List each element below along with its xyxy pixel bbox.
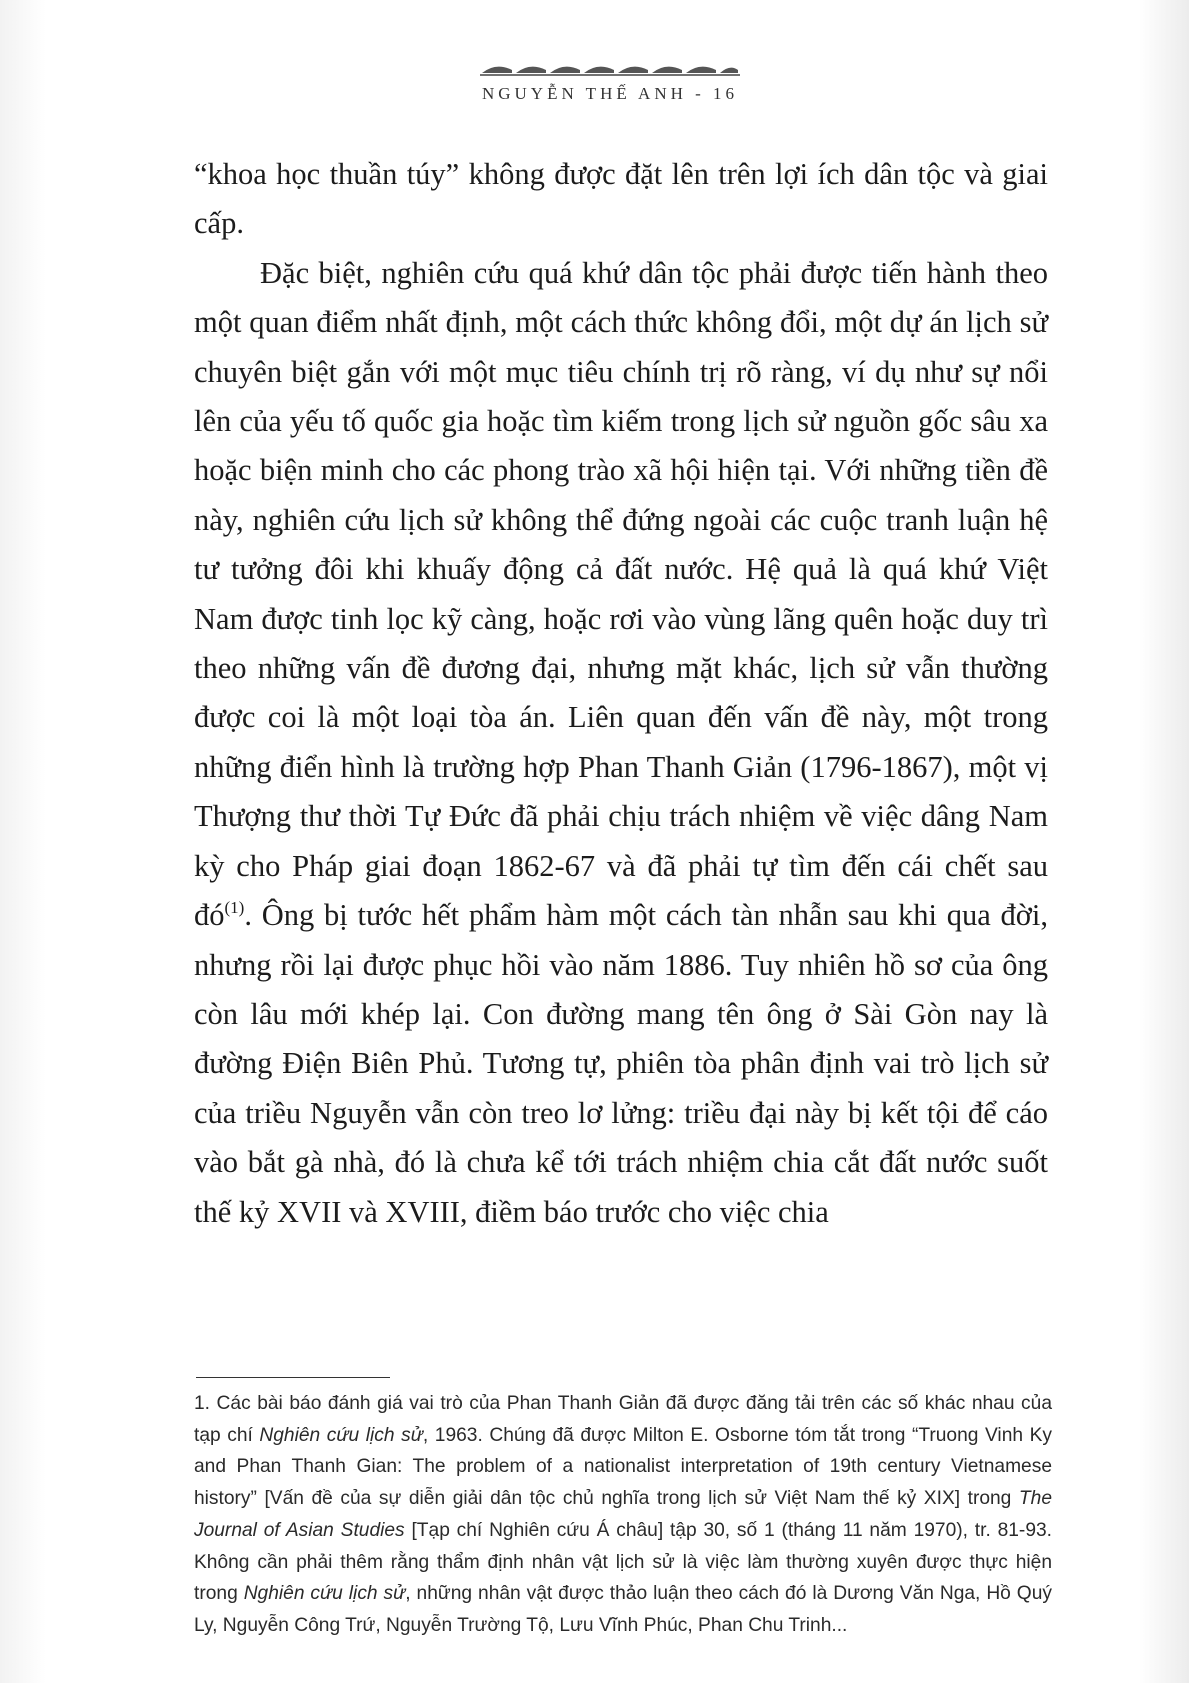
footnote-text: [Tạp chí Nghiên cứu Á châu] tập 30, số 1 (tháng 11 năm 1970), tr. 81-93. Không cần phải thêm rằng thẩm định nhân vật lịch sử là việc làm thường xuyên được thực hiện trong	[194, 1519, 1052, 1605]
paragraph-main-text: Đặc biệt, nghiên cứu quá khứ dân tộc phải được tiến hành theo một quan điểm nhất định, một cách thức không đổi, một dự án lịch sử chuyên biệt gắn với một mục tiêu chính trị rõ ràng, ví dụ như sự nổi lên của yếu tố quốc gia hoặc tìm kiếm trong lịch sử nguồn gốc sâu xa hoặc biện minh cho các phong trào xã hội hiện tại. Với những tiền đề này, nghiên cứu lịch sử không thể đứng ngoài các cuộc tranh luận hệ tư tưởng đôi khi khuấy động cả đất nước. Hệ quả là quá khứ Việt Nam được tinh lọc kỹ càng, hoặc rơi vào vùng lãng quên hoặc duy trì theo những vấn đề đương đại, nhưng mặt khác, lịch sử vẫn thường được coi là một loại tòa án. Liên quan đến vấn đề này, một trong những điển hình là trường hợp Phan Thanh Giản (1796-1867), một vị Thượng thư thời Tự Đức đã phải chịu trách nhiệm về việc dâng Nam kỳ cho Pháp giai đoạn 1862-67 và đã phải tự tìm đến cái chết sau đó	[194, 255, 1048, 933]
footnote-text: , những nhân vật được thảo luận theo cách đó là Dương Văn Nga, Hồ Quý Ly, Nguyễn Công Trứ, Nguyễn Trường Tộ, Lưu Vĩnh Phúc, Phan Chu Trinh...	[194, 1583, 1052, 1636]
footnote-1	[194, 1388, 1052, 1642]
scan-shadow-right	[1139, 0, 1189, 1683]
footnote-journal-title: The Journal of Asian Studies	[194, 1488, 1052, 1541]
footnote-divider	[196, 1377, 390, 1378]
footnote-text: 1. Các bài báo đánh giá vai trò của Phan Thanh Giản đã được đăng tải trên các số khác nhau của tạp chí	[194, 1393, 1052, 1446]
main-text	[194, 150, 1048, 1237]
footnote-journal-title: Nghiên cứu lịch sử	[259, 1424, 423, 1446]
scan-shadow-left	[0, 0, 46, 1683]
paragraph-main	[194, 249, 1048, 1237]
paragraph-main-text-continued: . Ông bị tước hết phẩm hàm một cách tàn nhẫn sau khi qua đời, nhưng rồi lại được phục hồi vào năm 1886. Tuy nhiên hồ sơ của ông còn lâu mới khép lại. Con đường mang tên ông ở Sài Gòn nay là đường Điện Biên Phủ. Tương tự, phiên tòa phân định vai trò lịch sử của triều Nguyễn vẫn còn treo lơ lửng: triều đại này bị kết tội để cáo vào bắt gà nhà, đó là chưa kể tới trách nhiệm chia cắt đất nước suốt thế kỷ XVII và XVIII, điềm báo trước cho việc chia	[194, 898, 1048, 1229]
footnote-reference: (1)	[224, 898, 245, 918]
footnote-text: , 1963. Chúng đã được Milton E. Osborne tóm tắt trong “Truong Vinh Ky and Phan Thanh Gian: The problem of a nationalist interpretation of 19th century Vietnamese history” [Vấn đề của sự diễn giải dân tộc chủ nghĩa trong lịch sử Việt Nam thế kỷ XIX] trong	[194, 1424, 1052, 1510]
paragraph-continuation: “khoa học thuần túy” không được đặt lên trên lợi ích dân tộc và giai cấp.	[194, 157, 1048, 241]
footnote-journal-title: Nghiên cứu lịch sử	[243, 1583, 406, 1605]
running-head: NGUYỄN THẾ ANH - 16	[481, 84, 739, 103]
header-ornament-icon	[478, 56, 742, 78]
